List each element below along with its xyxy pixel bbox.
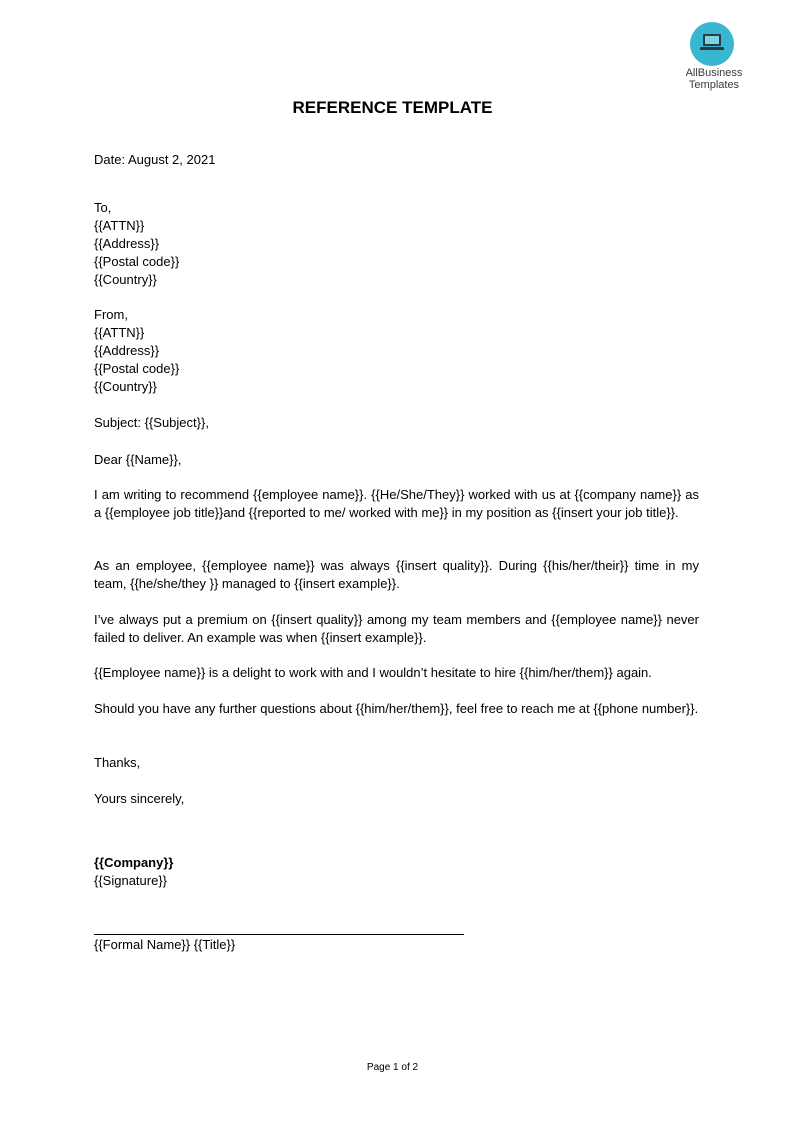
paragraph: As an employee, {{employee name}} was always {{insert quality}}. During {{his/her/their}} time in my team, {{he/she/they }} managed to {{insert example}}.	[94, 558, 699, 591]
to-country: {{Country}}	[94, 272, 157, 287]
from-label: From,	[94, 307, 128, 322]
greeting: Dear {{Name}},	[94, 452, 182, 467]
logo-text	[681, 67, 747, 91]
paragraph: Should you have any further questions about {{him/her/them}}, feel free to reach me at {{phone number}}.	[94, 701, 699, 716]
to-attn: {{ATTN}}	[94, 218, 145, 233]
company-placeholder: {{Company}}	[94, 855, 174, 870]
page-footer: Page 1 of 2	[366, 1062, 419, 1073]
signature-line	[94, 934, 464, 935]
to-postal: {{Postal code}}	[94, 254, 180, 269]
paragraph: I am writing to recommend {{employee name}}. {{He/She/They}} worked with us at {{company name}} as a {{employee job title}}and {{reported to me/ worked with me}} in my position as {{insert your job title}}.	[94, 487, 699, 520]
paragraph: I’ve always put a premium on {{insert quality}} among my team members and {{employee name}} never failed to deliver. An example was when {{insert example}}.	[94, 612, 699, 645]
signature-placeholder: {{Signature}}	[94, 873, 168, 888]
closing-line: Yours sincerely,	[94, 791, 185, 806]
from-attn: {{ATTN}}	[94, 325, 145, 340]
to-address: {{Address}}	[94, 236, 160, 251]
from-block	[94, 306, 699, 396]
logo-line1: AllBusiness	[685, 67, 743, 79]
to-label: To,	[94, 200, 112, 215]
from-country: {{Country}}	[94, 379, 157, 394]
formal-name: {{Formal Name}} {{Title}}	[94, 937, 236, 952]
date-line: Date: August 2, 2021	[94, 152, 216, 167]
thanks-line: Thanks,	[94, 755, 141, 770]
from-postal: {{Postal code}}	[94, 361, 180, 376]
subject-line: Subject: {{Subject}},	[94, 415, 209, 430]
laptop-icon	[690, 22, 734, 66]
paragraph: {{Employee name}} is a delight to work with and I wouldn’t hesitate to hire {{him/her/them}} again.	[94, 665, 652, 680]
to-block	[94, 199, 699, 289]
logo-line2: Templates	[688, 79, 740, 91]
page-title: REFERENCE TEMPLATE	[292, 98, 493, 117]
from-address: {{Address}}	[94, 343, 160, 358]
company-logo	[681, 22, 747, 94]
